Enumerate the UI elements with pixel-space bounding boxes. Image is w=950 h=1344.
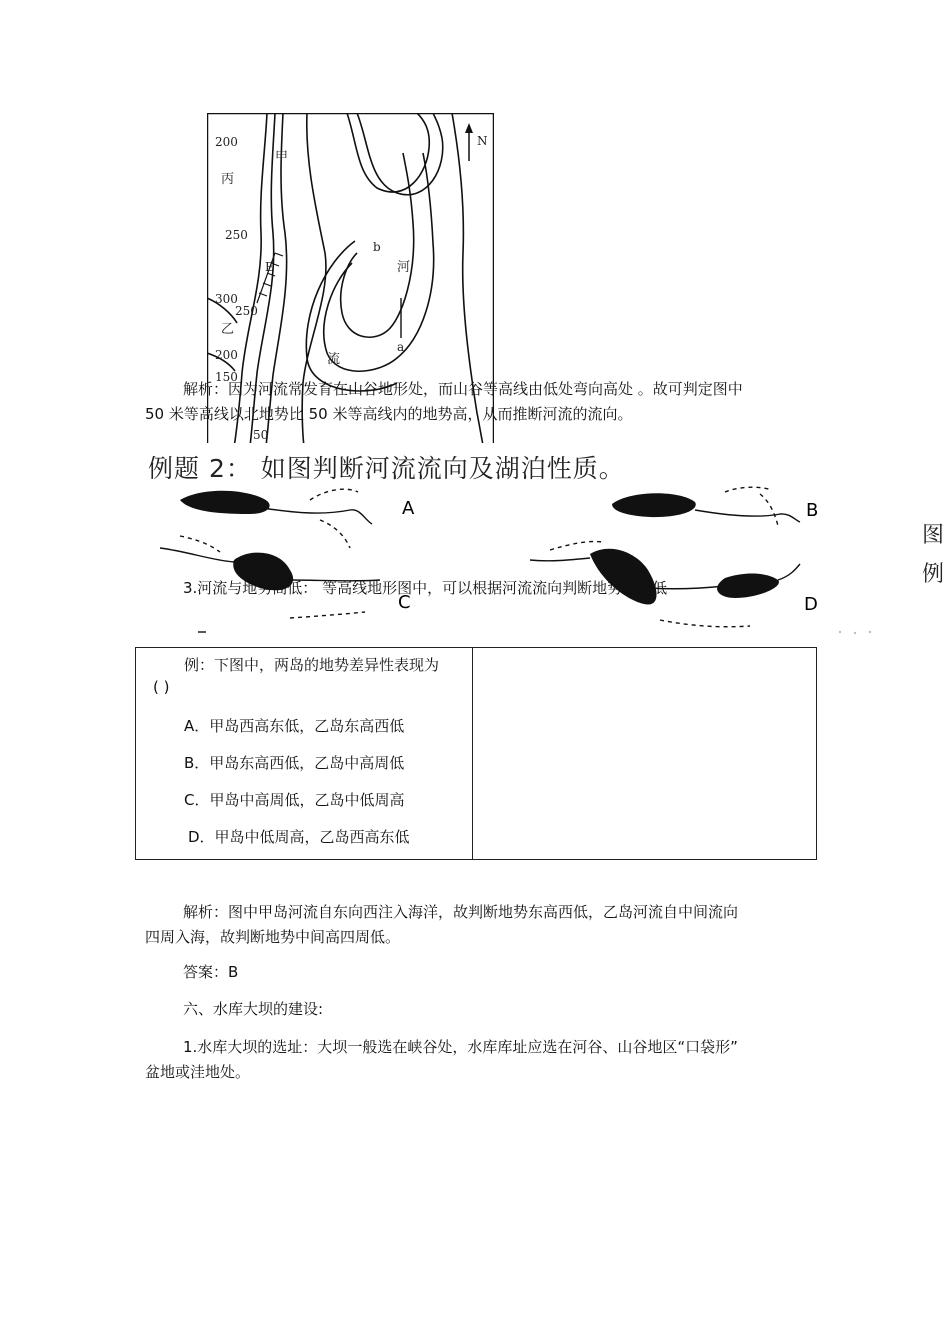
- label-300: 300: [215, 292, 238, 306]
- label-e: E: [265, 260, 274, 274]
- answer: 答案：B: [183, 963, 239, 981]
- lake-a-icon: [180, 489, 415, 548]
- question-figure-cell: [473, 648, 817, 860]
- question-table: [135, 647, 817, 860]
- section3-text: 3.河流与地势高低： 等高线地形图中，可以根据河流流向判断地势的高低: [183, 579, 668, 597]
- lake-label-c: C: [398, 592, 411, 613]
- lake-label-b: B: [806, 500, 819, 521]
- lake-b-icon: [612, 487, 818, 526]
- label-a: a: [397, 340, 405, 354]
- section6-item1-line1: 1.水库大坝的选址：大坝一般选在峡谷处，水库库址应选在河谷、山谷地区“口袋形”: [183, 1038, 738, 1056]
- analysis2-line2: 四周入海，故判断地势中间高四周低。: [145, 928, 401, 946]
- label-liu: 流: [327, 352, 341, 367]
- lakes-svg: [150, 480, 950, 635]
- option-b: B．甲岛东高西低，乙岛中高周低: [184, 754, 405, 772]
- label-150: 150: [215, 370, 238, 384]
- question-stem: 例：下图中，两岛的地势差异性表现为: [184, 656, 440, 674]
- option-d: D．甲岛中低周高，乙岛西高东低: [188, 828, 410, 846]
- label-50: 50: [253, 428, 269, 442]
- clipped-right-line2: 例: [922, 562, 945, 587]
- question-cell: [136, 648, 473, 860]
- lake-label-d: D: [804, 594, 818, 615]
- label-250b: 250: [235, 304, 258, 318]
- example2-title: 例题 2： 如图判断河流流向及湖泊性质。: [148, 454, 625, 483]
- section6-item1-line2: 盆地或洼地处。: [145, 1063, 251, 1081]
- label-jia: 甲: [275, 150, 289, 165]
- analysis1-line1: 解析：因为河流常发育在山谷地形处，而山谷等高线由低处弯向高处 。故可判定图中: [183, 380, 743, 398]
- label-yi: 乙: [221, 322, 235, 337]
- label-north: N: [477, 134, 488, 148]
- option-a: A．甲岛西高东低，乙岛东高西低: [184, 717, 405, 735]
- clipped-right-line1: 图: [922, 523, 945, 548]
- section6-title: 六、水库大坝的建设:: [183, 1000, 324, 1018]
- lake-label-a: A: [402, 498, 415, 519]
- label-b: b: [373, 240, 381, 254]
- analysis1-line2: 50 米等高线以北地势比 50 米等高线内的地势高，从而推断河流的流向。: [145, 405, 633, 423]
- label-250: 250: [225, 228, 248, 242]
- option-c: C．甲岛中高周低，乙岛中低周高: [184, 791, 405, 809]
- analysis2-line1: 解析：图中甲岛河流自东向西注入海洋，故判断地势东高西低，乙岛河流自中间流向: [183, 903, 739, 921]
- label-he: 河: [397, 260, 411, 275]
- label-200: 200: [215, 135, 238, 149]
- label-bing: 丙: [221, 172, 235, 187]
- question-paren: ( ): [153, 678, 170, 696]
- lakes-figure: [150, 480, 950, 635]
- label-200b: 200: [215, 348, 238, 362]
